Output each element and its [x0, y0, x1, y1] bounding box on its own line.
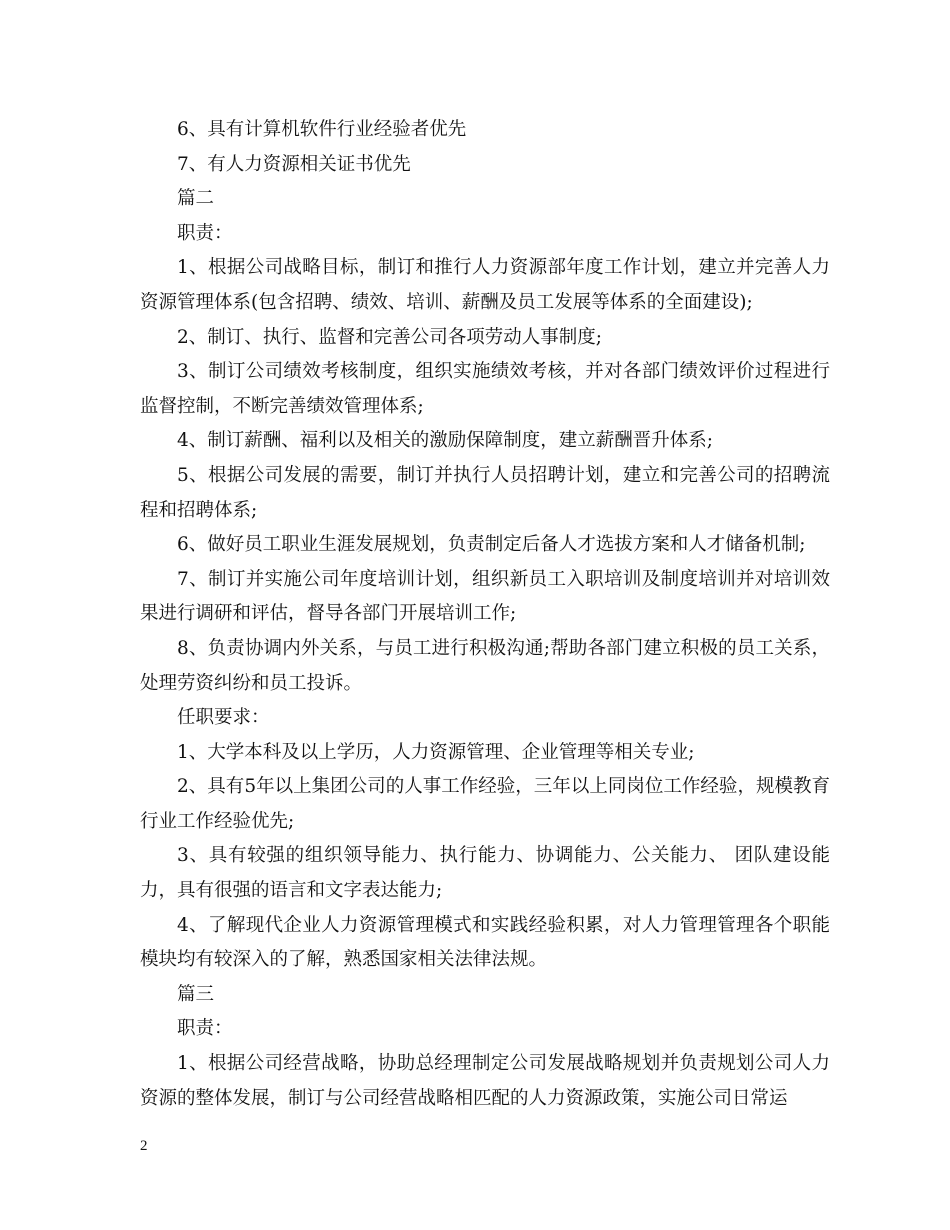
paragraph: 4、制订薪酬、福利以及相关的激励保障制度，建立薪酬晋升体系;	[177, 430, 714, 452]
subheading: 任职要求：	[177, 707, 270, 729]
paragraph: 5、根据公司发展的需要，制订并执行人员招聘计划，建立和完善公司的招聘流程和招聘体系;	[140, 464, 830, 521]
paragraph: 4、了解现代企业人力资源管理模式和实践经验积累，对人力管理管理各个职能模块均有较深入的了解，熟悉国家相关法律法规。	[140, 914, 830, 971]
paragraph: 3、制订公司绩效考核制度，组织实施绩效考核，并对各部门绩效评价过程进行监督控制，不断完善绩效管理体系;	[140, 361, 830, 417]
section-heading: 篇二	[177, 188, 215, 210]
paragraph: 2、具有5年以上集团公司的人事工作经验，三年以上同岗位工作经验，规模教育行业工作经验优先;	[140, 776, 830, 832]
document-body	[140, 113, 830, 1116]
paragraph: 8、负责协调内外关系，与员工进行积极沟通;帮助各部门建立积极的员工关系，处理劳资纠纷和员工投诉。	[140, 637, 830, 694]
paragraph: 1、根据公司经营战略，协助总经理制定公司发展战略规划并负责规划公司人力资源的整体发展，制订与公司经营战略相匹配的人力资源政策，实施公司日常运	[140, 1053, 830, 1109]
paragraph: 3、具有较强的组织领导能力、执行能力、协调能力、公关能力、 团队建设能力，具有很强的语言和文字表达能力;	[140, 845, 830, 902]
paragraph: 1、根据公司战略目标，制订和推行人力资源部年度工作计划，建立并完善人力资源管理体系(包含招聘、绩效、培训、薪酬及员工发展等体系的全面建设);	[140, 257, 830, 313]
paragraph: 6、做好员工职业生涯发展规划，负责制定后备人才选拔方案和人才储备机制;	[177, 534, 806, 556]
section-heading: 篇三	[177, 983, 215, 1005]
paragraph: 6、具有计算机软件行业经验者优先	[177, 119, 467, 140]
paragraph: 7、有人力资源相关证书优先	[177, 153, 411, 175]
paragraph: 2、制订、执行、监督和完善公司各项劳动人事制度;	[177, 326, 603, 348]
paragraph: 7、制订并实施公司年度培训计划，组织新员工入职培训及制度培训并对培训效果进行调研和评估，督导各部门开展培训工作;	[140, 568, 830, 625]
page-number: 2	[140, 1138, 148, 1154]
subheading: 职责：	[177, 1018, 233, 1040]
subheading: 职责：	[177, 222, 233, 244]
paragraph: 1、大学本科及以上学历，人力资源管理、企业管理等相关专业;	[177, 741, 695, 763]
